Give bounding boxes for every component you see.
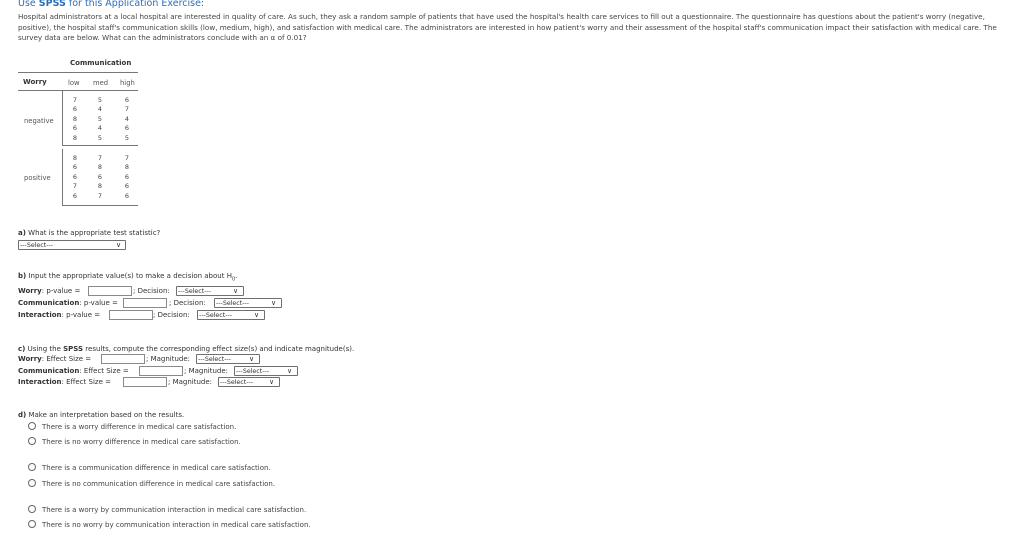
interaction-effect-label (18, 378, 111, 386)
worry-effect-size-input[interactable] (101, 354, 145, 364)
cells-positive-low (64, 154, 86, 201)
cell-value: 8 (97, 163, 103, 172)
chevron-down-icon: ∨ (269, 378, 275, 386)
interaction-magnitude-label: ; Magnitude: (168, 378, 213, 386)
h0-subscript: 0 (231, 276, 236, 283)
chevron-down-icon: ∨ (249, 355, 255, 363)
interpretation-option[interactable] (28, 520, 311, 529)
communication-magnitude-label: ; Magnitude: (184, 367, 229, 375)
column-header-high: high (120, 79, 135, 87)
part-c-label: c) (18, 345, 26, 353)
communication-decision-select[interactable] (214, 298, 282, 308)
communication-effect-label (18, 367, 129, 375)
cell-value: 6 (124, 182, 130, 191)
row-label-negative: negative (24, 117, 54, 125)
test-statistic-select[interactable] (18, 240, 126, 250)
part-a-question (18, 229, 160, 237)
column-header-med: med (93, 79, 109, 87)
option-text: There is no worry by communication interaction in medical care satisfaction. (42, 521, 311, 529)
interaction-name: Interaction (18, 378, 62, 386)
cell-value: 4 (97, 105, 103, 114)
part-d-label: d) (18, 411, 27, 419)
table-rule-header (18, 90, 138, 91)
communication-decision-label: ; Decision: (169, 299, 206, 307)
interpretation-option[interactable] (28, 479, 275, 488)
column-header-low: low (68, 79, 80, 87)
cell-value: 5 (97, 114, 103, 123)
table-border-left (62, 90, 63, 145)
cell-value: 6 (124, 124, 130, 133)
worry-effect-label (18, 355, 91, 363)
interaction-name: Interaction (18, 311, 62, 319)
cell-value: 6 (97, 172, 103, 181)
option-text: There is no communication difference in medical care satisfaction. (42, 480, 276, 488)
communication-pvalue-input[interactable] (123, 298, 167, 308)
interaction-pvalue-input[interactable] (109, 310, 153, 320)
cell-value: 4 (97, 124, 103, 133)
worry-name: Worry (18, 287, 42, 295)
worry-name: Worry (18, 355, 42, 363)
row-label-positive: positive (24, 174, 51, 182)
table-rule-bottom (62, 205, 138, 206)
chevron-down-icon: ∨ (271, 299, 277, 307)
worry-decision-select[interactable] (176, 286, 244, 296)
heading-spss: SPSS (38, 0, 66, 9)
cell-value: 7 (72, 182, 78, 191)
option-text: There is a communication difference in medical care satisfaction. (42, 464, 271, 472)
part-a-text: What is the appropriate test statistic? (25, 229, 161, 237)
problem-description: Hospital administrators at a local hospital are interested in quality of care. As such, they ask a random sample of patients that have used the hospital's health care services to fill out a questionnaire. The questionnaire has questions about the patient's worry (negative, positive), the hospital staff's communication skills (low, medium, high), and satisfaction with medical care. The administrators are interested in how patient's worry and their assessment of the hospital staff's communication impact their satisfaction with medical care. The survey data are below. What can the administrators conclude with an α of 0.01? (18, 12, 997, 42)
cell-value: 5 (97, 133, 103, 142)
option-text: There is a worry difference in medical care satisfaction. (42, 423, 237, 431)
cell-value: 5 (97, 96, 103, 104)
table-rule-mid (62, 145, 138, 146)
interpretation-option[interactable] (28, 463, 271, 472)
interaction-effect-size-input[interactable] (123, 377, 167, 387)
table-border-left-2 (62, 149, 63, 205)
chevron-down-icon: ∨ (233, 287, 239, 295)
worry-effect-text: : Effect Size = (41, 355, 92, 363)
communication-name: Communication (18, 299, 80, 307)
radio-button-icon[interactable] (28, 520, 36, 528)
heading-prefix: Use (18, 0, 39, 9)
chevron-down-icon: ∨ (287, 367, 293, 375)
cell-value: 8 (72, 154, 78, 162)
worry-header: Worry (23, 78, 47, 86)
communication-header: Communication (70, 59, 132, 67)
part-c-text-pre: Using the (25, 345, 64, 353)
cell-value: 6 (124, 172, 130, 181)
cell-value: 8 (72, 133, 78, 142)
chevron-down-icon: ∨ (116, 241, 122, 249)
cell-value: 8 (124, 163, 130, 172)
radio-button-icon[interactable] (28, 479, 36, 487)
cells-negative-high (116, 96, 138, 143)
worry-magnitude-label: ; Magnitude: (146, 355, 191, 363)
interaction-decision-label: ; Decision: (153, 311, 190, 319)
cell-value: 6 (72, 105, 78, 114)
interaction-effect-text: : Effect Size = (61, 378, 111, 386)
cells-positive-med (89, 154, 111, 201)
communication-effect-text: : Effect Size = (79, 367, 129, 375)
heading-suffix: for this Application Exercise: (65, 0, 205, 9)
part-b-label: b) (18, 272, 27, 280)
option-text: There is a worry by communication interaction in medical care satisfaction. (42, 506, 307, 514)
radio-button-icon[interactable] (28, 437, 36, 445)
part-a-label: a) (18, 229, 26, 237)
cell-value: 6 (124, 96, 130, 104)
cell-value: 6 (124, 191, 130, 200)
radio-button-icon[interactable] (28, 463, 36, 471)
part-b-question (18, 272, 237, 282)
chevron-down-icon: ∨ (254, 311, 260, 319)
radio-button-icon[interactable] (28, 422, 36, 430)
cell-value: 7 (124, 154, 130, 162)
worry-pvalue-label (18, 287, 80, 295)
cell-value: 5 (124, 133, 130, 142)
cell-value: 8 (72, 114, 78, 123)
cell-value: 6 (72, 172, 78, 181)
communication-pvalue-label (18, 299, 118, 307)
worry-pvalue-text: : p-value = (41, 287, 81, 295)
interpretation-option[interactable] (28, 437, 241, 446)
cell-value: 7 (124, 105, 130, 114)
interaction-pvalue-text: : p-value = (61, 311, 101, 319)
worry-magnitude-select[interactable] (196, 354, 260, 364)
cell-value: 6 (72, 163, 78, 172)
exercise-heading (18, 0, 204, 9)
interaction-decision-select[interactable] (197, 310, 265, 320)
cells-negative-low (64, 96, 86, 143)
cell-value: 4 (124, 114, 130, 123)
part-d-text: Make an interpretation based on the results. (26, 411, 185, 419)
cells-positive-high (116, 154, 138, 201)
interaction-pvalue-label (18, 311, 100, 319)
part-c-spss: SPSS (63, 345, 84, 353)
communication-magnitude-select[interactable] (234, 366, 298, 376)
interaction-magnitude-select[interactable] (218, 377, 280, 387)
communication-pvalue-text: : p-value = (79, 299, 118, 307)
part-b-period: . (235, 272, 238, 280)
cell-value: 7 (97, 191, 103, 200)
part-b-text: Input the appropriate value(s) to make a decision about H (26, 272, 232, 280)
communication-name: Communication (18, 367, 80, 375)
interpretation-option[interactable] (28, 422, 236, 431)
cell-value: 7 (72, 96, 78, 104)
interpretation-option[interactable] (28, 505, 306, 514)
cell-value: 7 (97, 154, 103, 162)
part-c-question (18, 345, 354, 353)
communication-effect-size-input[interactable] (139, 366, 183, 376)
cell-value: 6 (72, 124, 78, 133)
cells-negative-med (89, 96, 111, 143)
table-rule-top (18, 72, 138, 73)
cell-value: 8 (97, 182, 103, 191)
part-d-question (18, 411, 184, 419)
part-c-text-post: results, compute the corresponding effect size(s) and indicate magnitude(s). (83, 345, 355, 353)
cell-value: 6 (72, 191, 78, 200)
option-text: There is no worry difference in medical care satisfaction. (42, 438, 241, 446)
radio-button-icon[interactable] (28, 505, 36, 513)
worry-decision-label: ; Decision: (133, 287, 170, 295)
worry-pvalue-input[interactable] (88, 286, 132, 296)
